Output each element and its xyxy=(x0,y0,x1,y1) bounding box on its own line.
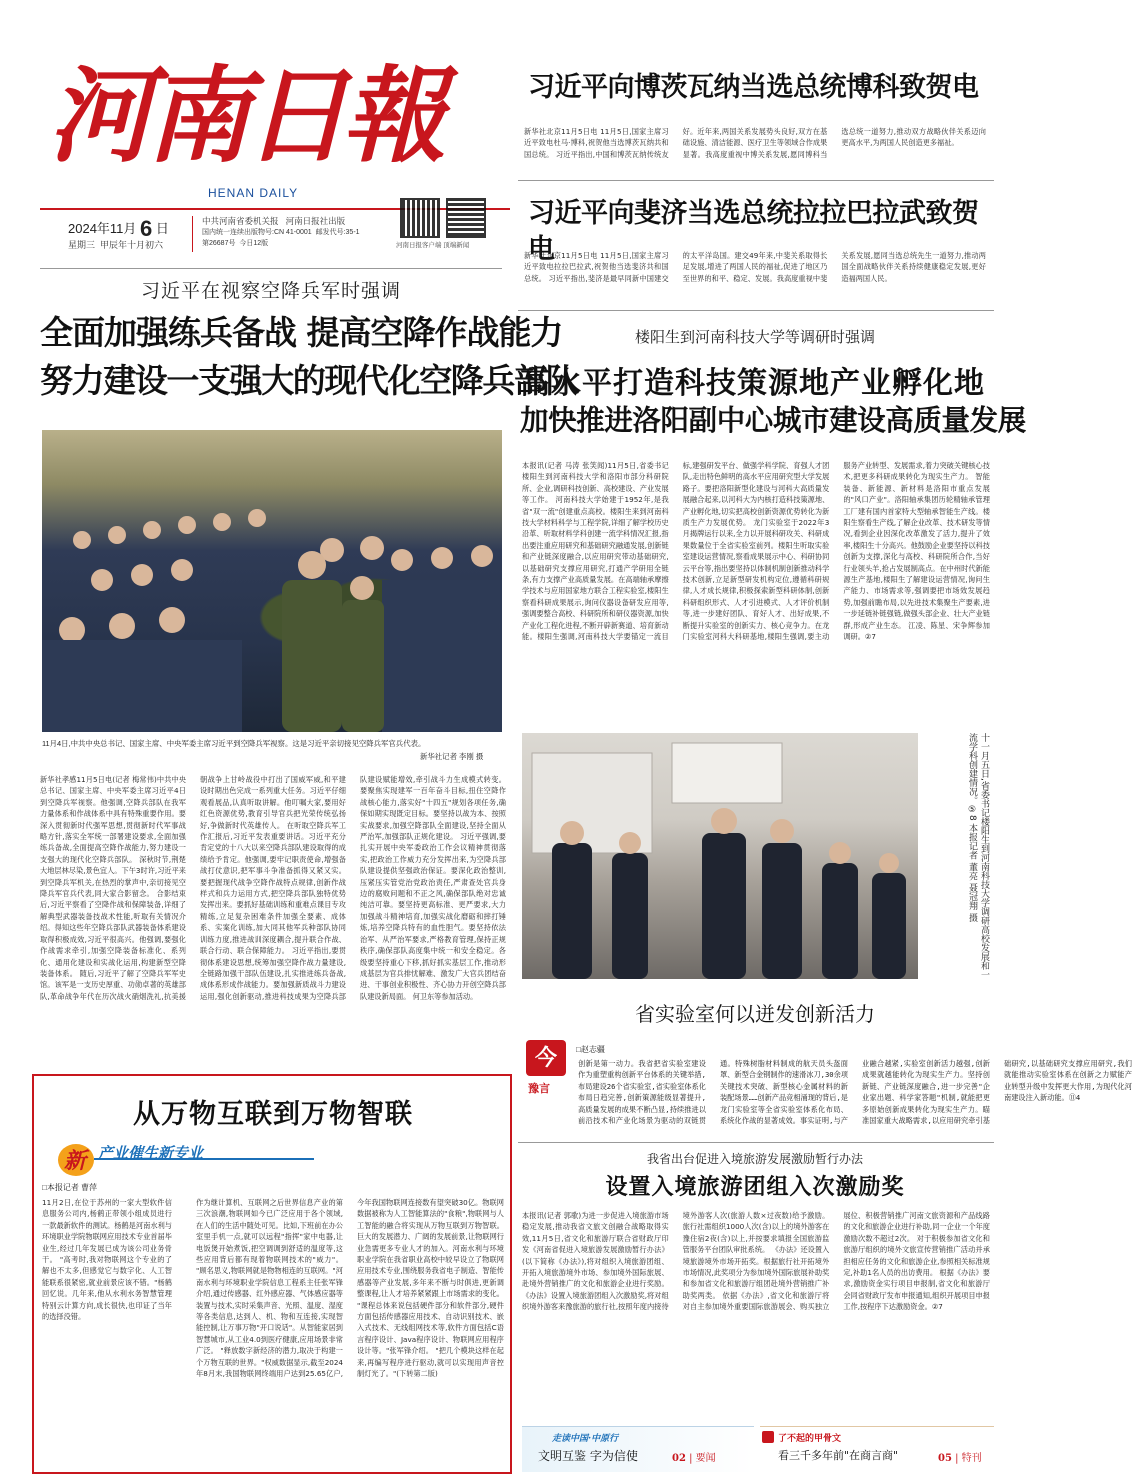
story3-headline-1: 高水平打造科技策源地产业孵化地 xyxy=(520,366,985,401)
lead-headline-1: 全面加强练兵备战 提高空降作战能力 xyxy=(40,313,563,352)
story3-headline-2: 加快推进洛阳副中心城市建设高质量发展 xyxy=(520,403,1026,437)
lead-photo-caption: 11月4日,中共中央总书记、国家主席、中央军委主席习近平到空降兵军视察。这是习近平亲切接见空降兵军官兵代表。 xyxy=(42,739,426,748)
qr-code-1 xyxy=(400,198,440,238)
lead-photo xyxy=(42,430,502,732)
masthead-subtitle: HENAN DAILY xyxy=(208,186,299,200)
story3-photo xyxy=(522,733,918,979)
lead-kicker: 习近平在视察空降兵军时强调 xyxy=(140,280,401,302)
promo2-seal xyxy=(762,1431,774,1443)
feature-headline: 从万物互联到万物智联 xyxy=(133,1099,413,1130)
promo2-page-number: 05 xyxy=(938,1453,952,1464)
commentary-headline: 省实验室何以迸发创新活力 xyxy=(635,1002,875,1026)
promo1-page-number: 02 xyxy=(672,1453,686,1464)
commentary-author: □赵志疆 xyxy=(576,1045,605,1054)
qr-caption: 河南日报客户端 顶端新闻 xyxy=(396,242,470,249)
story4-kicker: 我省出台促进入境旅游发展激励暂行办法 xyxy=(646,1152,863,1166)
issue-weekday xyxy=(68,238,163,251)
masthead xyxy=(40,54,510,260)
publisher-left: 中共河南省委机关报 xyxy=(202,216,279,226)
story2-headline: 习近平向斐济当选总统拉拉巴拉武致贺电 xyxy=(528,198,979,265)
lead-photo-credit: 新华社记者 李刚 摄 xyxy=(420,752,484,761)
publisher-info xyxy=(202,216,402,249)
feature-body: 11月2日,在位于苏州的一家大型软件信息服务公司内,杨鹤正带领小组成员进行一款最新软件的测试。杨鹤是河南水利与环境职业学院物联网应用技术专业首届毕业生,经过几年发展已成为该公司业务骨干。 "高考时,我对物联网这个专业的了解也不太多,但感觉它与数字化、人工智能联系很紧密,就业前景应该不错。"杨鹤回忆说。几年来,他从水利水务智慧管理特别云计算方向,成长很快,也印证了当年的选择没错。 xyxy=(42,1198,172,1322)
promo2-title: 看三千多年前"在商言商" xyxy=(778,1449,899,1462)
series-badge-char: 新 xyxy=(64,1148,87,1174)
story2-body: 新华社北京11月5日电 11月5日,国家主席习近平致电拉拉巴拉武,祝贺他当选斐济共和国总统。 习近平指出,斐济是最早同新中国建交的太平洋岛国。建交49年来,中斐关系取得长足发展,增进了两国人民的福祉,促进了地区乃至世界的和平、稳定、发展。我高度重视中斐关系发展,愿同当选总统先生一道努力,推动两国全面战略伙伴关系持续健康稳定发展,更好造福两国人民。 xyxy=(524,251,986,283)
lead-headline-2: 努力建设一支强大的现代化空降兵部队 xyxy=(40,361,578,400)
visit-illustration xyxy=(522,733,918,979)
publisher-right: 河南日报社出版 xyxy=(285,216,346,226)
weekday: 星期三 xyxy=(68,240,96,250)
masthead-logo: 河南日報 xyxy=(48,54,441,177)
lunar-date: 甲辰年十月初六 xyxy=(100,240,164,250)
story4-headline: 设置入境旅游团组入次激励奖 xyxy=(605,1174,905,1200)
promo1-label: 走读中国·中原行 xyxy=(552,1434,619,1444)
date-month: 2024年11月 xyxy=(68,221,137,236)
series-label: 产业催生新专业 xyxy=(98,1144,204,1162)
promo1-page: 02 | 要闻 xyxy=(672,1453,716,1464)
column-logo-name: 豫言 xyxy=(528,1082,550,1095)
story1-headline: 习近平向博茨瓦纳当选总统博科致贺电 xyxy=(528,72,979,103)
page-count: 今日12版 xyxy=(239,240,269,247)
promo1-section: 要闻 xyxy=(695,1453,716,1464)
issue-number: 第26687号 xyxy=(202,240,236,247)
lead-body: 新华社孝感11月5日电(记者 梅常伟)中共中央总书记、国家主席、中央军委主席习近平4日到空降兵军视察。他强调,空降兵部队在我军力量体系和作战体系中具有特殊重要作用。要深入贯彻新时代强军思想,贯彻新时代军事战略方针,落实全军统一部署建设要求,全面加强练兵备战,全面提高空降作战能力,努力建设一支强大的现代化空降兵部队。 深秋时节,荆楚大地层林尽染,景色宜人。下午3时许,习近平来到空降兵军机关,在热烈的掌声中,亲切接见空降兵军官兵代表,同大家合影留念。 合影结束后,习近平察看了空降作战和保障装备,详细了解典型武器装备技战术性能,听取有关情况介绍。得知这些年空降兵部队武器装备体系建设取得积极成效,习近平很高兴。他强调,要强化作战需求牵引,加强空降装备标准化、系列化、通用化建设和实战化运用,构建新型空降装备体系。 随后,习近平了解了空降兵军军史馆。该军是一支历史厚重、功勋卓著的英雄部队,革命战争年代在历次战火硝烟洗礼,抗美援朝战争上甘岭战役中打出了国威军威,和平建设时期出色完成一系列重大任务。习近平仔细观看展品,认真听取讲解。他叮嘱大家,要用好红色资源优势,教育引导官兵把光荣传统弘扬好,争做新时代英雄传人。 在听取空降兵军工作汇报后,习近平发表重要讲话。习近平充分肯定党的十八大以来空降兵部队建设取得的成绩给予肯定。他强调,要牢记职责使命,增强备战打仗意识,把军事斗争准备抓得又紧又实。要把握现代战争空降作战特点规律,创新作战样式和兵力运用方式,把空降兵部队独特优势发挥出来。要抓好基础训练和重难点课目专攻精练,立足复杂困难条件加强全要素、成体系、实案化训练,加大同其他军兵种部队协同训练力度,推进战训深度耦合,提升联合作战、联合行动、联合保障能力。 习近平指出,要贯彻体系建设思想,统筹加强空降作战力量建设,全链路加强干部队伍建设,扎实推进练兵备战,成体系形成作战能力。要加强新质战斗力建设运用,强化创新驱动,推进科技成果为空降兵部队建设赋能增效,牵引战斗力生成模式转变。要聚焦实现建军一百年奋斗目标,扭住空降作战核心能力,落实好"十四五"规划各项任务,确保如期实现既定目标。要坚持以战为本、按照实战要求,加强空降部队全面建设,坚持全面从严治军,加强部队正规化建设。 习近平强调,要扎实开展中央军委政治工作会议精神贯彻落实,把政治工作威力充分发挥出来,为空降兵部队建设提供坚强政治保证。要深化政治整训,压紧压实管党治党政治责任,严肃查处官兵身边的腐败问题和不正之风,确保部队绝对忠诚纯洁可靠。要坚持更高标准、更严要求,大力加强战斗精神培育,加强实战化磨砺和摔打锤炼,培养空降兵特有的血性胆气。要坚持依法治军、从严治军要求,严格教育管理,保持正规秩序,确保部队高度集中统一和安全稳定。各级要坚持重心下移,抓好抓实基层工作,推动形成基层为官兵排忧解难、激发广大官兵团结奋进、干事创业积极性、齐心协力开创空降兵部队建设新局面。 何卫东等参加活动。 xyxy=(40,775,506,1001)
footer-promo-2[interactable] xyxy=(760,1426,994,1472)
commentary-column-logo xyxy=(522,1040,572,1096)
date-day: 6 xyxy=(140,216,153,241)
promo2-section: 特刊 xyxy=(961,1453,982,1464)
promo2-page: 05 | 特刊 xyxy=(938,1453,982,1464)
story3-photo-side-caption: 十一月五日,省委书记楼阳生到河南科技大学调研高校发展和一流学科创建情况。⑤8 本报记者 董亮 聂冠翔 摄 xyxy=(967,733,989,979)
feature-byline: □本报记者 曹萍 xyxy=(42,1183,98,1192)
post-code: 邮发代号:35-1 xyxy=(315,229,360,236)
crowd-illustration xyxy=(42,430,502,732)
column-logo-char: 今 xyxy=(526,1040,566,1076)
series-banner xyxy=(58,1140,320,1180)
story4-body: 本报讯(记者 郭歌)为进一步促进入境旅游市场稳定发展,推动我省文旅文创融合战略取得实效,11月5日,省文化和旅游厅联合省财政厅印发《河南省促进入境旅游发展激励暂行办法》(以下简称《办法》),将对组织入境旅游团组、开拓入境旅游境外市场、参加境外国际旅展、赴境外营销推广的文化和旅游企业进行奖励。 《办法》设置入境旅游团组入次激励奖,将对组织境外游客来豫旅游的旅行社,按照年度内接待境外游客人次(旅游人数×过夜数)给予激励。旅行社需组织1000人次(含)以上的境外游客在豫住宿2夜(含)以上,并按要求填报全国旅游监管服务平台团队审批系统。 《办法》还设置入境旅游境外市场开拓奖。根据旅行社开拓境外市场情况,此奖项分为参加境外国际旅展补助奖和参加省文化和旅游厅组团赴境外营销推广补助奖两类。 依据《办法》,省文化和旅游厅将对自主参加境外重要国际旅游展会、购买独立展位、积极营销推广河南文旅资源和产品线路的文化和旅游企业进行补助,同一企业一个年度激励次数不超过2次。 对于积极参加省文化和旅游厅组织的境外文旅宣传营销推广活动并承担相应任务的文化和旅游企业,参照相关标准规定,补助1名人员的出访费用。 根据《办法》要求,激励资金实行项目申报制,省文化和旅游厅会同省财政厅发布申报通知,组织开展项目申报工作,按程序下达激励资金。②7 xyxy=(522,1211,990,1312)
promo1-title: 文明互鉴 字为信使 xyxy=(538,1449,638,1463)
cn-number: 国内统一连续出版物号:CN 41-0001 xyxy=(202,229,312,236)
promo2-label: 了不起的甲骨文 xyxy=(778,1434,842,1444)
feature-body-cont: 作为继计算机、互联网之后世界信息产业的第三次浪潮,物联网如今已广泛应用于各个领域,在人们的生活中随处可见。比如,下班前在办公室里手机一点,就可以远程"指挥"家中电器,让电饭煲开始煮饭,把空调调到舒适的温度等,这些应用背后都有现着物联网技术的"威力"。 "顾名思义,物联网就是物物相连的互联网。"河南水利与环境职业学院信息工程系主任张军锋介绍,通过传感器、红外感应器、气体感应器等装置与技术,实时采集声音、光照、温度、湿度等各类信息,达到人、机、物和互连接,实现智能控制,让万事万物"开口说话"。从智能家居到智慧城市,从工业4.0到医疗健康,应用场景非常广泛。 "释放数字新经济的潜力,取决于构建一个万物互联的世界。"权威数据显示,截至2024年8月末,我国物联网终端用户达到25.65亿户,今年我国物联网连接数有望突破30亿。物联网数据被称为人工智能算法的"食粮",物联网与人工智能的融合将实现从万物互联到万物智联。 巨大的发展潜力、广阔的发展前景,让物联网行业急需更多专业人才的加入。河南水利与环境职业学院在我省职业高校中较早设立了物联网应用技术专业,围绕服务我省电子制造、智能传感器等产业发展,多年来不断与时俱进,更新调整课程,让人才培养紧紧跟上市场需求的变化。 "课程总体来说包括硬件部分和软件部分,硬件方面包括传感器应用技术、自动识别技术、嵌入式技术、无线组网技术等,软件方面包括C语言程序设计、Java程序设计、物联网应用程序设计等。"张军锋介绍。 "把几个模块这样在起来,再编写程序进行驱动,就可以实现用声音控制灯光了。"(下转第二版) xyxy=(196,1198,504,1379)
qr-code-2 xyxy=(446,198,486,238)
footer-promo-1[interactable] xyxy=(522,1426,754,1472)
story1-body: 新华社北京11月5日电 11月5日,国家主席习近平致电杜马·博科,祝贺他当选博茨瓦纳共和国总统。 习近平指出,中国和博茨瓦纳传统友好。近年来,两国关系发展势头良好,双方在基础设施、清洁能源、医疗卫生等领域合作成果显著。我高度重视中博关系发展,愿同博科当选总统一道努力,推动双方战略伙伴关系迈向更高水平,为两国人民创造更多福祉。 xyxy=(524,127,986,159)
commentary-body: 创新是第一动力。我省把省实验室建设作为重塑重构创新平台体系的关键举措,布局建设26个省实验室,省实验室体系化布局日趋完善,创新策源能级显著提升,高质量发展的成果不断凸显,持续推进以前沿技术和产业化场景为驱动的双链贯通。特殊树脂材料制成的航天员头盔面罩、新型合金钢制作的速滑冰刀,30余项关键技术突破、新型核心金属材料的新装配场景……创新产品竞相涌现的背后,是龙门实验室等全省实验室体系化布局、系统化作战的显著成效。事实证明,与产业融合越紧,实验室创新活力越强,创新成果就越能转化为现实生产力。坚持创新链、产业链深度融合,进一步完善"企业家出题、科学家答题"机制,就能把更多原始创新成果转化为现实生产力。瞄准国家重大战略需求,以应用研究牵引基础研究,以基础研究支撑应用研究,我们就能推动实验室体系在创新之力赋能产业转型升级中发挥更大作用,为现代化河南建设注入新动能。⑪4 xyxy=(578,1059,1132,1126)
date-suffix: 日 xyxy=(155,221,169,236)
story3-kicker: 楼阳生到河南科技大学等调研时强调 xyxy=(634,328,875,346)
story3-body: 本报讯(记者 马涛 张笑闻)11月5日,省委书记楼阳生到河南科技大学和洛阳市部分科研院所、企业,调研科技创新、高校建设、产业发展等工作。 河南科技大学始建于1952年,是我省"双一流"创建重点高校。楼阳生来到河南科技大学材料科学与工程学院,详细了解学校历史沿革、听取材料学科创建一流学科情况汇报,指出要注重应用研究和基础研究融通发展,创新链和产业链深度融合,以应用研究带动基础研究,以基础研究支撑应用研究,打通产学研用全链条,有力支撑产业高质量发展。在高端轴承摩擦学技术与应用国家地方联合工程实验室,楼阳生察看科研成果展示,询问仪器设备研发应用等,强调要整合高校、科研院所和研仪器资源,加快产业化工程化进程,不断开辟新赛道、培育新动能。楼阳生强调,河南科技大学要锚定一流目标,建强研发平台、做强学科学院、育强人才团队,走出特色鲜明的高水平应用研究型大学发展路子。要把洛阳新型化建设与河科大高质量发展融合起来,以河科大为内核打造科技策源地、产业孵化地,切实把高校创新资源优势转化为新质生产力发展优势。 龙门实验室于2022年3月揭牌运行以来,全力以开展科研攻关、科研成果数量位于全省实验室前列。楼阳生听取实验室建设运营情况,察看成果展示中心、科研协同云平台等,指出要坚持以体制机制创新推动科学技术创新,立足新型研发机构定位,遵循科研规律,人才成长规律,积极探索新型科研体制,创新科研组织形式、人才引进模式、人才评价机制等,进一步建好团队、育好人才、出好成果,不断提升实验室的创新实力、核心竞争力。在龙门实验室河科大科研基地,楼阳生强调,要主动服务产业转型、发展需求,着力突破关键核心技术,把更多科研成果转化为现实生产力。 智能装备、新能源、新材料是洛阳市重点发展的"风口产业"。洛阳轴承集团历轮精轴承管理工厂建有国内首家特大型轴承智能生产线。楼阳生察看生产线,了解企业改革、技术研发等情况,看到企业因深化改革激发了活力,提升了效率,楼阳生十分高兴。他鼓励企业要坚持以科技创新为支撑,深化与高校、科研院所合作,当好行业领头羊,抢占发展制高点。在中州时代新能源生产基地,楼阳生了解建设运营情况,询问生产能力、市场需求等,强调要把市场效发展趋势,加强前瞻布局,以先进技术集聚生产要素,进一步延链补链强链,做强头部企业、壮大产业链群,形成产业生态。 江凌、陈星、宋争辉参加调研。②7 xyxy=(522,461,990,642)
